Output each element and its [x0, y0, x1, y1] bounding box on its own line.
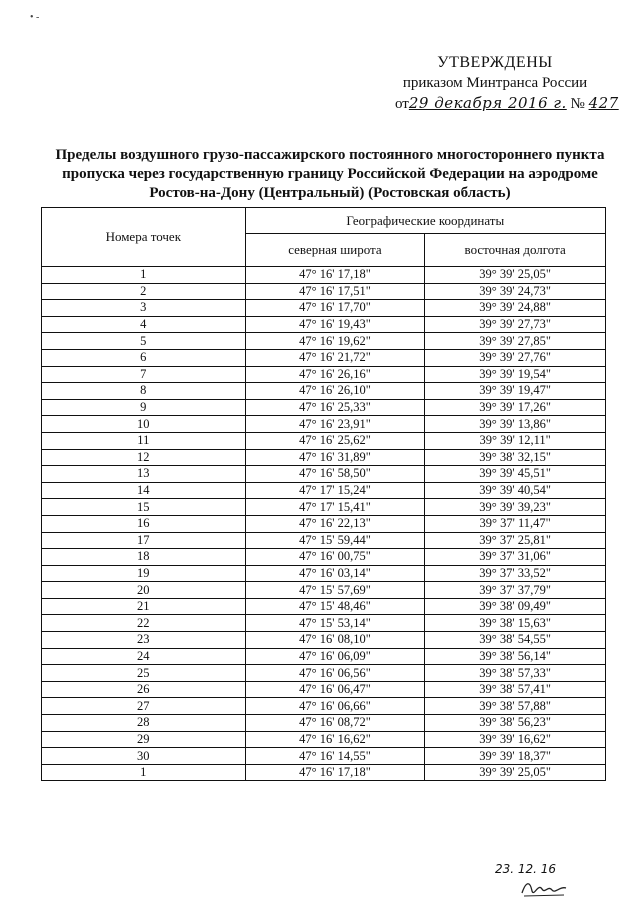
point-number-cell: 11: [42, 432, 246, 449]
latitude-cell: 47° 16' 17,70": [245, 300, 425, 317]
longitude-cell: 39° 39' 18,37": [425, 748, 606, 765]
table-row: [42, 482, 606, 499]
point-number-cell: 7: [42, 366, 246, 383]
handwritten-number: 427: [588, 94, 619, 112]
table-row: [42, 366, 606, 383]
longitude-cell: 39° 39' 24,73": [425, 283, 606, 300]
point-number-cell: 27: [42, 698, 246, 715]
longitude-cell: 39° 37' 37,79": [425, 582, 606, 599]
longitude-cell: 39° 39' 39,23": [425, 499, 606, 516]
point-number-cell: 13: [42, 466, 246, 483]
table-row: [42, 267, 606, 284]
table-row: [42, 349, 606, 366]
longitude-cell: 39° 37' 33,52": [425, 565, 606, 582]
table-row: [42, 632, 606, 649]
point-number-cell: 12: [42, 449, 246, 466]
longitude-cell: 39° 38' 15,63": [425, 615, 606, 632]
header-geo-coordinates: Географические координаты: [245, 208, 605, 234]
table-row: [42, 532, 606, 549]
latitude-cell: 47° 15' 57,69": [245, 582, 425, 599]
longitude-cell: 39° 38' 57,88": [425, 698, 606, 715]
latitude-cell: 47° 16' 22,13": [245, 515, 425, 532]
point-number-cell: 10: [42, 416, 246, 433]
table-body: [42, 267, 606, 781]
latitude-cell: 47° 16' 08,72": [245, 715, 425, 732]
table-row: [42, 549, 606, 566]
handwritten-footer-date: 23. 12. 16: [495, 862, 557, 876]
latitude-cell: 47° 16' 00,75": [245, 549, 425, 566]
latitude-cell: 47° 16' 25,33": [245, 399, 425, 416]
table-row: [42, 681, 606, 698]
longitude-cell: 39° 39' 17,26": [425, 399, 606, 416]
point-number-cell: 14: [42, 482, 246, 499]
point-number-cell: 4: [42, 316, 246, 333]
point-number-cell: 17: [42, 532, 246, 549]
table-row: [42, 582, 606, 599]
longitude-cell: 39° 39' 25,05": [425, 764, 606, 781]
table-row: [42, 333, 606, 350]
longitude-cell: 39° 38' 57,41": [425, 681, 606, 698]
approval-block: [395, 54, 619, 113]
point-number-cell: 16: [42, 515, 246, 532]
signature-scribble: [520, 877, 570, 899]
date-prefix: от: [395, 96, 409, 112]
table-row: [42, 748, 606, 765]
point-number-cell: 23: [42, 632, 246, 649]
approval-order-line: приказом Минтранса России: [402, 75, 588, 91]
latitude-cell: 47° 16' 19,62": [245, 333, 425, 350]
latitude-cell: 47° 16' 16,62": [245, 731, 425, 748]
latitude-cell: 47° 16' 26,10": [245, 383, 425, 400]
point-number-cell: 3: [42, 300, 246, 317]
latitude-cell: 47° 15' 59,44": [245, 532, 425, 549]
longitude-cell: 39° 39' 16,62": [425, 731, 606, 748]
table-row: [42, 383, 606, 400]
point-number-cell: 22: [42, 615, 246, 632]
point-number-cell: 30: [42, 748, 246, 765]
longitude-cell: 39° 38' 32,15": [425, 449, 606, 466]
latitude-cell: 47° 15' 48,46": [245, 598, 425, 615]
table-row: [42, 499, 606, 516]
longitude-cell: 39° 39' 24,88": [425, 300, 606, 317]
latitude-cell: 47° 16' 26,16": [245, 366, 425, 383]
longitude-cell: 39° 39' 19,47": [425, 383, 606, 400]
latitude-cell: 47° 16' 21,72": [245, 349, 425, 366]
point-number-cell: 25: [42, 665, 246, 682]
point-number-cell: 1: [42, 267, 246, 284]
table-row: [42, 449, 606, 466]
longitude-cell: 39° 39' 45,51": [425, 466, 606, 483]
table-row: [42, 715, 606, 732]
longitude-cell: 39° 39' 40,54": [425, 482, 606, 499]
header-north-latitude: северная широта: [245, 234, 425, 267]
point-number-cell: 19: [42, 565, 246, 582]
latitude-cell: 47° 16' 58,50": [245, 466, 425, 483]
table-row: [42, 764, 606, 781]
coordinates-table: [41, 207, 606, 781]
header-point-numbers: Номера точек: [42, 208, 246, 267]
point-number-cell: 29: [42, 731, 246, 748]
table-row: [42, 615, 606, 632]
latitude-cell: 47° 16' 06,09": [245, 648, 425, 665]
latitude-cell: 47° 17' 15,41": [245, 499, 425, 516]
longitude-cell: 39° 39' 25,05": [425, 267, 606, 284]
latitude-cell: 47° 16' 06,56": [245, 665, 425, 682]
longitude-cell: 39° 39' 27,85": [425, 333, 606, 350]
latitude-cell: 47° 16' 31,89": [245, 449, 425, 466]
approval-title: УТВЕРЖДЕНЫ: [437, 54, 553, 71]
longitude-cell: 39° 37' 31,06": [425, 549, 606, 566]
latitude-cell: 47° 16' 06,47": [245, 681, 425, 698]
longitude-cell: 39° 38' 57,33": [425, 665, 606, 682]
latitude-cell: 47° 16' 19,43": [245, 316, 425, 333]
table-row: [42, 416, 606, 433]
latitude-cell: 47° 16' 14,55": [245, 748, 425, 765]
point-number-cell: 26: [42, 681, 246, 698]
signature: [520, 877, 570, 904]
longitude-cell: 39° 39' 12,11": [425, 432, 606, 449]
latitude-cell: 47° 16' 17,18": [245, 764, 425, 781]
longitude-cell: 39° 38' 56,23": [425, 715, 606, 732]
longitude-cell: 39° 39' 27,73": [425, 316, 606, 333]
point-number-cell: 18: [42, 549, 246, 566]
point-number-cell: 15: [42, 499, 246, 516]
table-row: [42, 665, 606, 682]
table-row: [42, 731, 606, 748]
longitude-cell: 39° 37' 11,47": [425, 515, 606, 532]
longitude-cell: 39° 39' 27,76": [425, 349, 606, 366]
point-number-cell: 1: [42, 764, 246, 781]
table-row: [42, 698, 606, 715]
table-row: [42, 515, 606, 532]
table-row: [42, 565, 606, 582]
point-number-cell: 5: [42, 333, 246, 350]
handwritten-date: 29 декабря 2016 г.: [408, 94, 567, 112]
longitude-cell: 39° 39' 19,54": [425, 366, 606, 383]
table-row: [42, 399, 606, 416]
header-east-longitude: восточная долгота: [425, 234, 606, 267]
table-row: [42, 316, 606, 333]
latitude-cell: 47° 15' 53,14": [245, 615, 425, 632]
number-prefix: №: [570, 96, 585, 112]
point-number-cell: 21: [42, 598, 246, 615]
point-number-cell: 9: [42, 399, 246, 416]
table-row: [42, 283, 606, 300]
latitude-cell: 47° 16' 08,10": [245, 632, 425, 649]
corner-marks: • ‐: [30, 12, 40, 23]
latitude-cell: 47° 16' 06,66": [245, 698, 425, 715]
table-row: [42, 300, 606, 317]
table-row: [42, 648, 606, 665]
longitude-cell: 39° 38' 54,55": [425, 632, 606, 649]
longitude-cell: 39° 38' 09,49": [425, 598, 606, 615]
document-title: Пределы воздушного грузо-пассажирского постоянного многостороннего пункта пропуска через государственную границу Российской Федерации на аэродроме Ростов-на-Дону (Центральный) (Ростовская область): [55, 147, 605, 201]
latitude-cell: 47° 16' 25,62": [245, 432, 425, 449]
longitude-cell: 39° 37' 25,81": [425, 532, 606, 549]
point-number-cell: 24: [42, 648, 246, 665]
point-number-cell: 2: [42, 283, 246, 300]
longitude-cell: 39° 39' 13,86": [425, 416, 606, 433]
latitude-cell: 47° 16' 23,91": [245, 416, 425, 433]
longitude-cell: 39° 38' 56,14": [425, 648, 606, 665]
table-row: [42, 432, 606, 449]
latitude-cell: 47° 17' 15,24": [245, 482, 425, 499]
approval-date-line: [395, 94, 619, 113]
latitude-cell: 47° 16' 17,18": [245, 267, 425, 284]
point-number-cell: 6: [42, 349, 246, 366]
point-number-cell: 28: [42, 715, 246, 732]
point-number-cell: 8: [42, 383, 246, 400]
latitude-cell: 47° 16' 03,14": [245, 565, 425, 582]
table-row: [42, 598, 606, 615]
point-number-cell: 20: [42, 582, 246, 599]
table-row: [42, 466, 606, 483]
latitude-cell: 47° 16' 17,51": [245, 283, 425, 300]
